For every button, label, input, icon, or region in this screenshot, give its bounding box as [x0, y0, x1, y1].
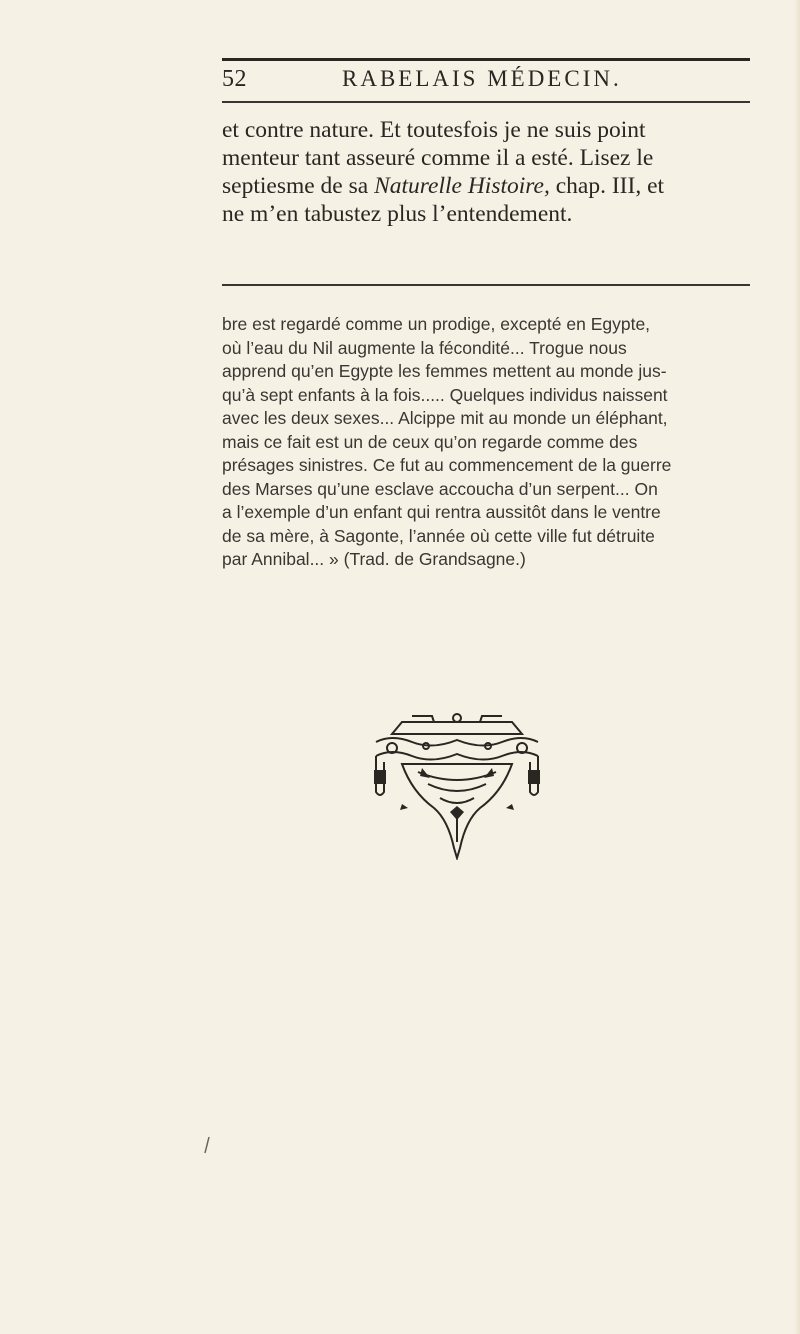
footnote-line: où l’eau du Nil augmente la fécondité... Trogue nous — [222, 337, 627, 358]
page-number: 52 — [222, 66, 247, 92]
footnote-line: par Annibal... » (Trad. de Grandsagne.) — [222, 549, 526, 569]
main-text-line: ne m’en tabustez plus l’entendement. — [222, 201, 573, 227]
top-rule — [222, 58, 750, 61]
footnote-line: présages sinistres. Ce fut au commencement de la guerre — [222, 455, 672, 475]
footnote-line: de sa mère, à Sagonte, l’année où cette ville fut détruite — [222, 525, 655, 546]
header-rule — [222, 101, 750, 103]
footnote-line: a l’exemple d’un enfant qui rentra aussitôt dans le ventre — [222, 502, 661, 522]
fleuron-ornament-icon — [362, 712, 552, 860]
main-text-line: septiesme de sa Naturelle Histoire, chap. III, et — [222, 173, 665, 199]
footnote-line: bre est regardé comme un prodige, excepté en Egypte, — [222, 314, 651, 334]
footnote-line: avec les deux sexes... Alcippe mit au monde un éléphant, — [222, 408, 668, 428]
footnote-line: apprend qu’en Egypte les femmes mettent au monde jus- — [222, 361, 667, 381]
footnote-line: qu’à sept enfants à la fois..... Quelques individus naissent — [222, 384, 668, 405]
main-text-line: menteur tant asseuré comme il a esté. Lisez le — [222, 145, 654, 171]
book-title-italic: Naturelle Histoire, — [374, 173, 550, 199]
footnote-line: mais ce fait est un de ceux qu’on regarde comme des — [222, 431, 638, 452]
main-text-line: et contre nature. Et toutesfois je ne suis point — [222, 117, 646, 143]
running-head — [222, 66, 750, 96]
footnote-line: des Marses qu’une esclave accoucha d’un serpent... On — [222, 478, 658, 499]
stray-ink-mark — [203, 1135, 211, 1155]
footnote-block — [222, 313, 756, 572]
running-title: RABELAIS MÉDECIN. — [342, 66, 622, 91]
footnote-rule — [222, 284, 750, 286]
main-text-block — [222, 116, 756, 228]
page-edge-shadow — [794, 0, 800, 1334]
